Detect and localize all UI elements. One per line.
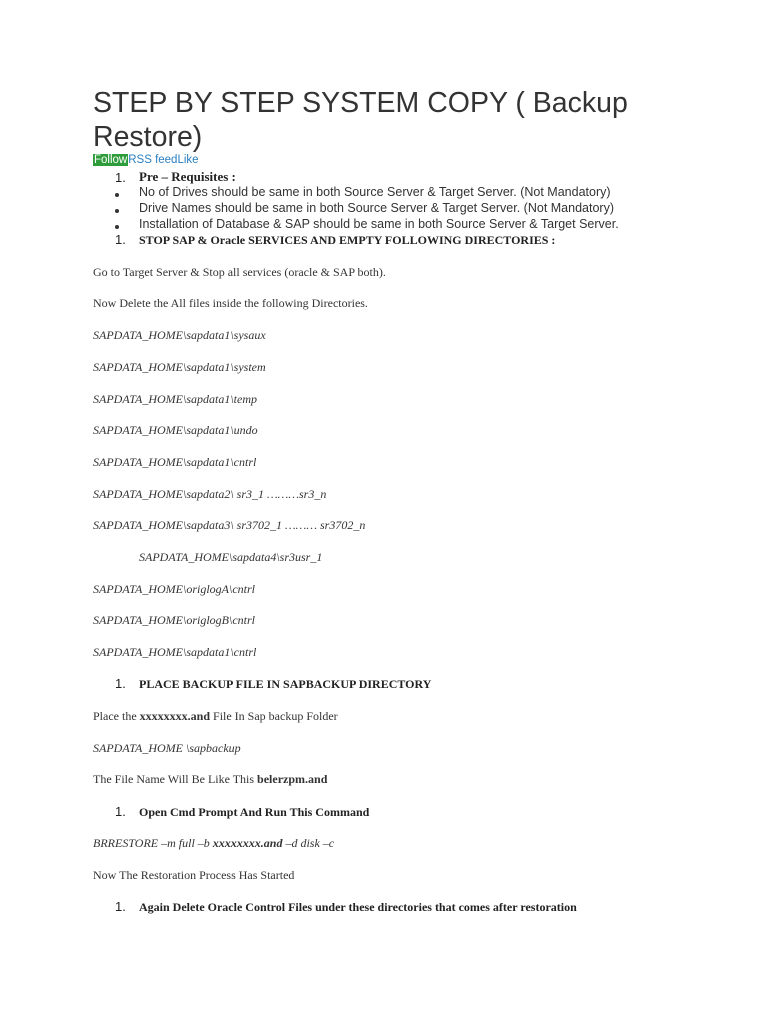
place-backup-heading: PLACE BACKUP FILE IN SAPBACKUP DIRECTORY bbox=[139, 677, 432, 691]
text-segment: The File Name Will Be Like This bbox=[93, 772, 258, 786]
list-number: 1. bbox=[115, 676, 126, 691]
directory-path: SAPDATA_HOME\sapdata1\temp bbox=[93, 392, 257, 406]
list-number: 1. bbox=[115, 170, 126, 185]
sapbackup-path: SAPDATA_HOME \sapbackup bbox=[93, 741, 241, 755]
rss-feed-link[interactable]: RSS feed bbox=[128, 154, 178, 166]
paragraph: Now The Restoration Process Has Started bbox=[93, 868, 295, 882]
directory-path: SAPDATA_HOME\sapdata1\sysaux bbox=[93, 328, 266, 342]
bullet-dot bbox=[115, 209, 119, 213]
paragraph: Now Delete the All files inside the following Directories. bbox=[93, 296, 368, 310]
backup-filename: xxxxxxxx.and bbox=[139, 709, 211, 723]
filename-line bbox=[93, 772, 327, 787]
directory-path: SAPDATA_HOME\sapdata1\system bbox=[93, 360, 266, 374]
page-title: STEP BY STEP SYSTEM COPY ( Backup Restore) bbox=[93, 87, 628, 153]
prereq-heading: Pre – Requisites : bbox=[139, 169, 236, 184]
bullet-dot bbox=[115, 193, 119, 197]
directory-path: SAPDATA_HOME\sapdata1\cntrl bbox=[93, 645, 257, 659]
directory-path: SAPDATA_HOME\sapdata4\sr3usr_1 bbox=[139, 550, 323, 564]
prereq-bullet: Drive Names should be same in both Source Server & Target Server. (Not Mandatory) bbox=[139, 201, 614, 215]
paragraph: Go to Target Server & Stop all services (oracle & SAP both). bbox=[93, 265, 386, 279]
directory-path: SAPDATA_HOME\sapdata3\ sr3702_1 ……… sr3702_n bbox=[93, 518, 366, 532]
example-filename: belerzpm.and bbox=[257, 772, 328, 786]
directory-path: SAPDATA_HOME\sapdata1\cntrl bbox=[93, 455, 257, 469]
stop-services-heading: STOP SAP & Oracle SERVICES AND EMPTY FOLLOWING DIRECTORIES : bbox=[139, 233, 556, 247]
text-segment: File In Sap backup Folder bbox=[210, 709, 338, 723]
brrestore-command bbox=[93, 836, 334, 851]
text-segment: Place the bbox=[93, 709, 140, 723]
text-segment: –d disk –c bbox=[282, 836, 335, 850]
directory-path: SAPDATA_HOME\sapdata2\ sr3_1 ………sr3_n bbox=[93, 487, 327, 501]
text-segment: BRRESTORE –m full –b bbox=[93, 836, 213, 850]
follow-button[interactable]: Follow bbox=[94, 154, 128, 166]
like-link[interactable]: Like bbox=[177, 154, 199, 166]
command-filename: xxxxxxxx.and bbox=[212, 836, 283, 850]
list-number: 1. bbox=[115, 899, 126, 914]
directory-path: SAPDATA_HOME\origlogB\cntrl bbox=[93, 613, 255, 627]
directory-path: SAPDATA_HOME\origlogA\cntrl bbox=[93, 582, 255, 596]
list-number: 1. bbox=[115, 232, 126, 247]
cmd-prompt-heading: Open Cmd Prompt And Run This Command bbox=[139, 805, 370, 819]
directory-path: SAPDATA_HOME\sapdata1\undo bbox=[93, 423, 258, 437]
place-line bbox=[93, 709, 338, 724]
list-number: 1. bbox=[115, 804, 126, 819]
prereq-bullet: No of Drives should be same in both Source Server & Target Server. (Not Mandatory) bbox=[139, 185, 611, 199]
social-bar bbox=[93, 154, 199, 167]
delete-control-files-heading: Again Delete Oracle Control Files under these directories that comes after restoration bbox=[139, 900, 577, 914]
prereq-bullet: Installation of Database & SAP should be same in both Source Server & Target Server. bbox=[139, 217, 619, 231]
bullet-dot bbox=[115, 225, 119, 229]
